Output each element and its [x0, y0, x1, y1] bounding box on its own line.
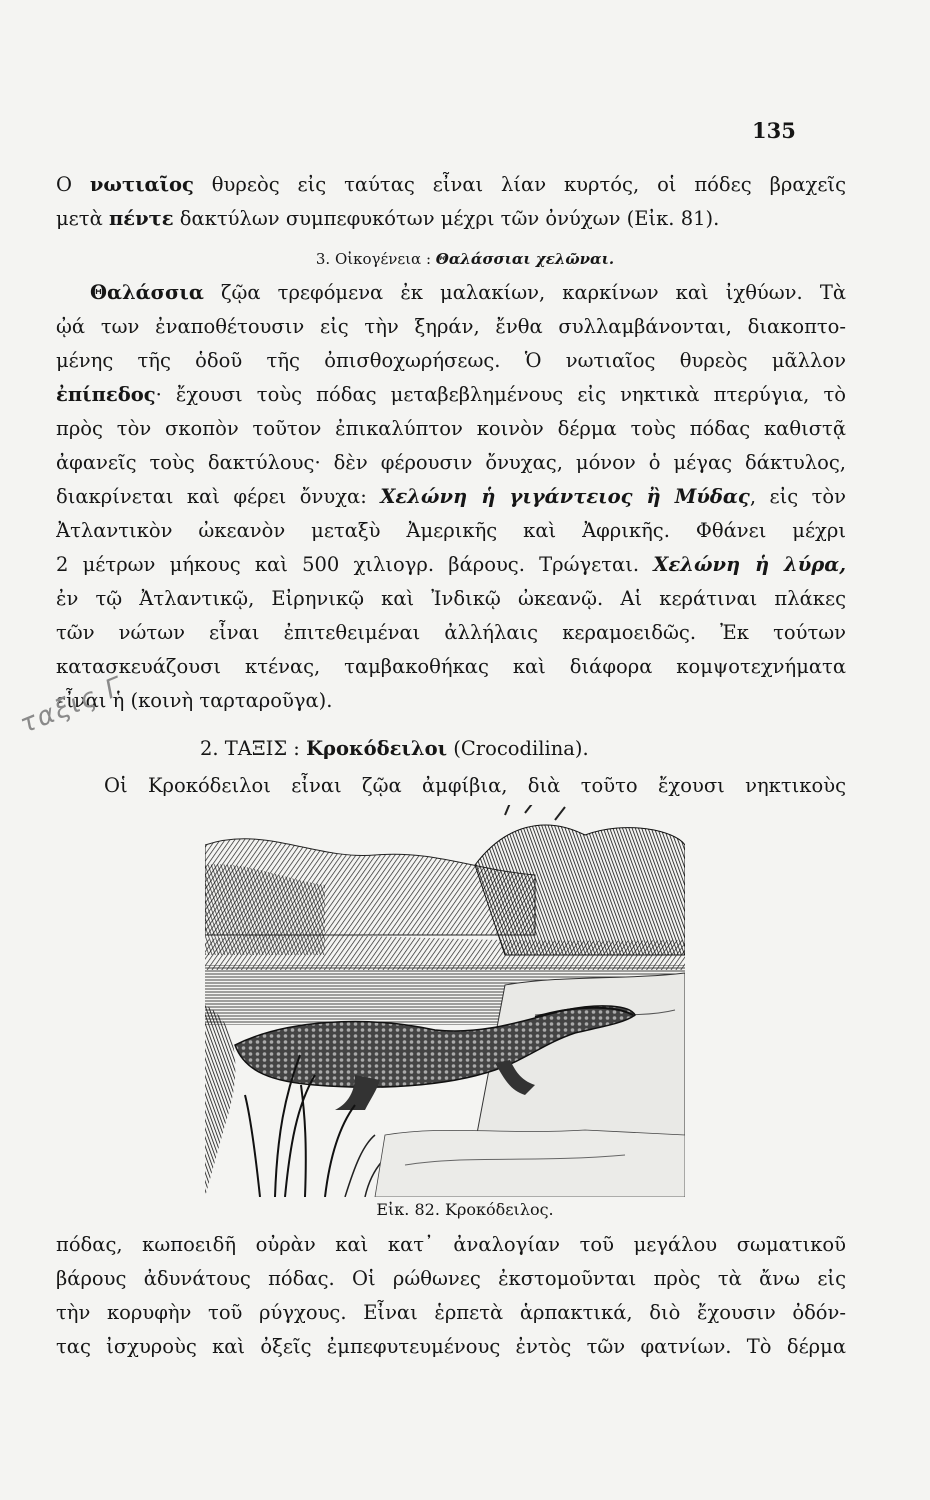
family-heading: 3. Οἰκογένεια : Θαλάσσιαι χελῶναι. [315, 250, 615, 268]
para2-line12: κατασκευάζουσι κτένας, ταμβακοθήκας καὶ διάφορα κομψοτεχνήματα [56, 655, 846, 678]
para2-line7: διακρίνεται καὶ φέρει ὄνυχα: Χελώνη ἡ γιγάντειος ἢ Μύδας, εἰς τὸν [56, 485, 846, 508]
species-lyra: Χελώνη ἡ λύρα, [653, 553, 846, 576]
para4-line4: τας ἰσχυροὺς καὶ ὀξεῖς ἐμπεφυτευμένους ἐντὸς τῶν φατνίων. Τὸ δέρμα [56, 1335, 846, 1358]
para2-line3: μένης τῆς ὁδοῦ τῆς ὀπισθοχωρήσεως. Ὁ νωτιαῖος θυρεὸς μᾶλλον [56, 349, 846, 372]
figure-caption: Εἰκ. 82. Κροκόδειλος. [376, 1200, 554, 1219]
page-number: 135 [752, 118, 796, 143]
para2-line4: ἐπίπεδος· ἔχουσι τοὺς πόδας μεταβεβλημένους εἰς νηκτικὰ πτερύγια, τὸ [56, 383, 846, 406]
para1-line1: Ο νωτιαῖος θυρεὸς εἰς ταύτας εἶναι λίαν κυρτός, οἱ πόδες βραχεῖς [56, 173, 846, 196]
para4-line2: βάρους ἀδυνάτους πόδας. Οἱ ρώθωνες ἐκστομοῦνται πρὸς τὰ ἄνω εἰς [56, 1267, 846, 1290]
term-notiaios: νωτιαῖος [89, 173, 194, 196]
para1-line2: μετὰ πέντε δακτύλων συμπεφυκότων μέχρι τῶν ὀνύχων (Εἰκ. 81). [56, 207, 720, 230]
para2-line2: ᾠά των ἐναποθέτουσιν εἰς τὴν ξηράν, ἔνθα συλλαμβάνονται, διακοπτο- [56, 315, 846, 338]
para2-line1: Θαλάσσια ζῷα τρεφόμενα ἐκ μαλακίων, καρκίνων καὶ ἰχθύων. Τὰ [90, 281, 846, 304]
handwritten-note: ταξις Γ [16, 671, 128, 740]
para2-line6: ἀφανεῖς τοὺς δακτύλους· δὲν φέρουσιν ὄνυχας, μόνον ὁ μέγας δάκτυλος, [56, 451, 846, 474]
para4-line1: πόδας, κωποειδῆ οὐρὰν καὶ κατ᾽ ἀναλογίαν τοῦ μεγάλου σωματικοῦ [56, 1233, 846, 1256]
para2-line9: 2 μέτρων μήκους καὶ 500 χιλιογρ. βάρους. Τρώγεται. Χελώνη ἡ λύρα, [56, 553, 846, 576]
para2-line11: τῶν νώτων εἶναι ἐπιτεθειμέναι ἀλλήλαις κεραμοειδῶς. Ἐκ τούτων [56, 621, 846, 644]
term-pente: πέντε [108, 207, 174, 230]
species-mydas: Χελώνη ἡ γιγάντειος ἢ Μύδας [380, 485, 750, 508]
crocodile-illustration [205, 805, 685, 1197]
para2-line8: Ἀτλαντικὸν ὠκεανὸν μεταξὺ Ἀμερικῆς καὶ Ἀφρικῆς. Φθάνει μέχρι [56, 519, 846, 542]
term-thalassia: Θαλάσσια [90, 281, 204, 304]
para4-line3: τὴν κορυφὴν τοῦ ρύγχους. Εἶναι ἑρπετὰ ἁρπακτικά, διὸ ἔχουσιν ὀδόν- [56, 1301, 846, 1324]
para2-line5: πρὸς τὸν σκοπὸν τοῦτον ἐπικαλύπτον κοινὸν δέρμα τοὺς πόδας καθιστᾷ [56, 417, 846, 440]
para2-line10: ἐν τῷ Ἀτλαντικῷ, Εἰρηνικῷ καὶ Ἰνδικῷ ὠκεανῷ. Αἱ κεράτιναι πλάκες [56, 587, 846, 610]
class-heading: 2. ΤΑΞΙΣ : Κροκόδειλοι (Crocodilina). [200, 737, 589, 760]
para2-line13: εἶναι ἡ (κοινὴ ταρταροῦγα). [56, 689, 333, 712]
para3-line1: Οἱ Κροκόδειλοι εἶναι ζῷα ἀμφίβια, διὰ τοῦτο ἔχουσι νηκτικοὺς [104, 774, 846, 797]
